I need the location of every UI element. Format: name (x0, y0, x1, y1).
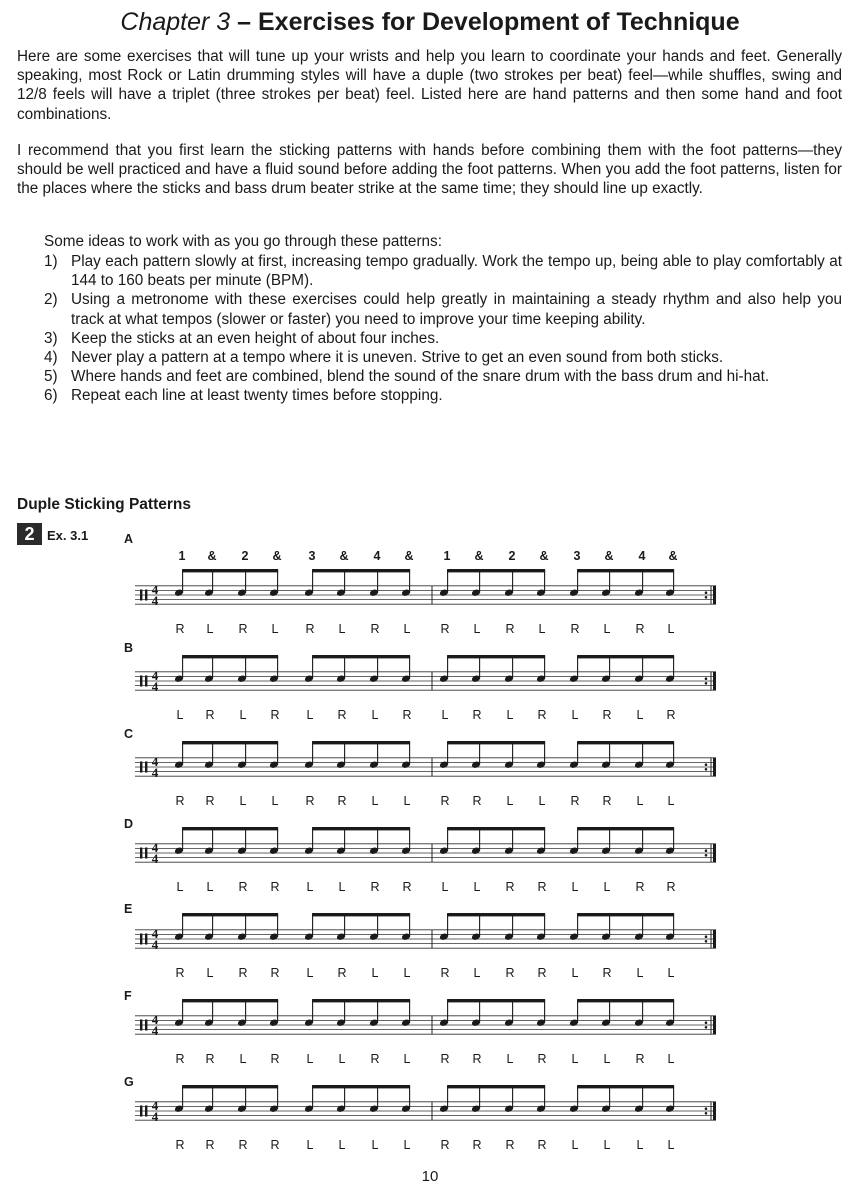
sticking-label: L (571, 880, 579, 894)
note-beam (182, 827, 278, 830)
percussion-clef (140, 1020, 142, 1031)
sticking-label: R (205, 1052, 215, 1066)
sticking-label: R (440, 966, 450, 980)
sticking-label: L (603, 1138, 611, 1152)
sticking-label: R (440, 1052, 450, 1066)
sticking-label: L (506, 1052, 514, 1066)
repeat-dot (705, 763, 708, 766)
sticking-label: L (506, 794, 514, 808)
sticking-label: R (337, 794, 347, 808)
sticking-label: L (473, 880, 481, 894)
sticking-label: R (402, 880, 412, 894)
repeat-dot (705, 1021, 708, 1024)
sticking-label: L (441, 880, 449, 894)
sticking-label: R (175, 1052, 185, 1066)
note-beam (447, 999, 545, 1002)
note-beam (312, 741, 410, 744)
sticking-label: R (440, 622, 450, 636)
sticking-label: R (402, 708, 412, 722)
sticking-label: L (603, 1052, 611, 1066)
sticking-label: R (505, 1138, 515, 1152)
sticking-label: L (403, 1052, 411, 1066)
pattern-label: B (124, 641, 134, 655)
sticking-label: R (337, 708, 347, 722)
list-item-number: 1) (44, 253, 58, 270)
sticking-label: R (602, 708, 612, 722)
count-label: & (404, 549, 414, 563)
page-number: 10 (421, 1168, 439, 1185)
sticking-label: L (306, 1052, 314, 1066)
note-beam (182, 569, 278, 572)
repeat-dot (705, 596, 708, 599)
sticking-label: L (271, 794, 279, 808)
sticking-label: L (403, 1138, 411, 1152)
repeat-barline-thick (713, 672, 716, 690)
list-item-number: 5) (44, 368, 58, 386)
note-beam (182, 741, 278, 744)
time-signature-top: 4 (151, 668, 159, 683)
count-label: 3 (573, 549, 581, 563)
sticking-label: R (537, 708, 547, 722)
repeat-barline-thick (713, 1016, 716, 1034)
sticking-label: R (370, 622, 380, 636)
sticking-label: L (206, 622, 214, 636)
sticking-label: R (505, 622, 515, 636)
chapter-heading: Exercises for Development of Technique (257, 8, 740, 36)
sticking-label: L (371, 966, 379, 980)
percussion-clef (140, 762, 142, 773)
sticking-label: L (538, 794, 546, 808)
sticking-label: L (473, 966, 481, 980)
sticking-label: R (238, 966, 248, 980)
sticking-label: L (636, 1138, 644, 1152)
time-signature-top: 4 (151, 840, 159, 855)
count-label: & (539, 549, 549, 563)
sticking-label: R (370, 1052, 380, 1066)
percussion-clef (145, 676, 147, 687)
note-beam (182, 999, 278, 1002)
sticking-label: R (238, 1138, 248, 1152)
percussion-clef (145, 934, 147, 945)
intro-paragraph-1: Here are some exercises that will tune up your wrists and help you learn to coordinate your hands and feet. Generally speaking, most Rock or Latin drumming styles will have a duple (two strokes per beat) feel—while shuffles, swing and 12/8 feels will have a triplet (three strokes per beat) feel. Listed here are hand patterns and then some hand and foot combinations. (17, 48, 842, 123)
note-beam (312, 655, 410, 658)
count-label: 3 (308, 549, 316, 563)
percussion-clef (145, 1020, 147, 1031)
list-item-number: 2) (44, 291, 58, 309)
sticking-label: R (537, 966, 547, 980)
time-signature-top: 4 (151, 582, 159, 597)
percussion-clef (145, 848, 147, 859)
sticking-label: R (175, 1138, 185, 1152)
count-label: & (272, 549, 282, 563)
repeat-dot (705, 940, 708, 943)
repeat-dot (705, 682, 708, 685)
sticking-label: L (571, 1052, 579, 1066)
list-item-number: 3) (44, 329, 58, 347)
time-signature-top: 4 (151, 1098, 159, 1113)
note-beam (447, 827, 545, 830)
note-beam (577, 741, 674, 744)
sticking-label: R (175, 794, 185, 808)
count-label: & (604, 549, 614, 563)
pattern-label: D (124, 817, 134, 831)
list-item-text: Repeat each line at least twenty times before stopping. (71, 387, 443, 405)
pattern-label: A (124, 532, 134, 546)
track-number-badge: 2 (17, 523, 42, 545)
time-signature-bottom: 4 (151, 1109, 159, 1124)
time-signature-bottom: 4 (151, 851, 159, 866)
chapter-dash: – (230, 8, 258, 36)
sticking-label: L (306, 708, 314, 722)
sticking-label: R (472, 708, 482, 722)
sticking-label: R (270, 880, 280, 894)
sticking-label: L (338, 1052, 346, 1066)
sticking-label: R (602, 794, 612, 808)
list-item-text: Never play a pattern at a tempo where it is uneven. Strive to get an even sound from both sticks. (71, 349, 724, 367)
sticking-label: L (371, 708, 379, 722)
intro-paragraph-2: I recommend that you first learn the sticking patterns with hands before combining them with the foot patterns—they should be well practiced and have a fluid sound before adding the foot patterns. When you add the foot patterns, listen for the places where the sticks and bass drum beater strike at the same time; they should line up exactly. (17, 142, 842, 198)
sticking-label: L (239, 1052, 247, 1066)
note-beam (577, 1085, 674, 1088)
pattern-label: F (124, 989, 132, 1003)
sticking-label: R (305, 622, 315, 636)
sticking-label: L (441, 708, 449, 722)
repeat-dot (705, 935, 708, 938)
percussion-clef (140, 848, 142, 859)
sticking-label: R (635, 880, 645, 894)
note-beam (312, 999, 410, 1002)
sticking-label: L (571, 1138, 579, 1152)
sticking-label: R (635, 622, 645, 636)
note-beam (312, 827, 410, 830)
percussion-clef (140, 934, 142, 945)
time-signature-top: 4 (151, 754, 159, 769)
sticking-label: R (175, 622, 185, 636)
list-item-text: Using a metronome with these exercises could help greatly in maintaining a steady rhythm and also help you track at what tempos (slower or faster) you need to improve your time keeping ability. (71, 291, 842, 328)
sticking-label: R (270, 708, 280, 722)
repeat-barline-thick (713, 1102, 716, 1120)
pattern-label: E (124, 902, 133, 916)
sticking-label: L (571, 708, 579, 722)
sticking-label: L (667, 622, 675, 636)
repeat-dot (705, 677, 708, 680)
note-beam (577, 569, 674, 572)
list-item-text: Where hands and feet are combined, blend the sound of the snare drum with the bass drum and hi-hat. (71, 368, 770, 386)
sticking-label: L (571, 966, 579, 980)
note-beam (182, 655, 278, 658)
time-signature-bottom: 4 (151, 765, 159, 780)
ideas-intro: Some ideas to work with as you go through these patterns: (44, 233, 442, 250)
sticking-label: R (175, 966, 185, 980)
list-item-number: 4) (44, 349, 58, 367)
sticking-label: R (635, 1052, 645, 1066)
repeat-barline-thick (713, 844, 716, 862)
repeat-barline-thick (713, 930, 716, 948)
sticking-label: R (537, 1052, 547, 1066)
sticking-label: R (305, 794, 315, 808)
sticking-label: L (667, 1052, 675, 1066)
note-beam (577, 655, 674, 658)
count-label: 1 (443, 549, 451, 563)
sticking-label: L (403, 794, 411, 808)
count-label: & (668, 549, 678, 563)
note-beam (447, 655, 545, 658)
sticking-label: R (570, 794, 580, 808)
sticking-label: L (206, 966, 214, 980)
percussion-clef (140, 676, 142, 687)
sticking-label: R (205, 1138, 215, 1152)
count-label: & (339, 549, 349, 563)
note-beam (182, 1085, 278, 1088)
chapter-number: Chapter 3 (120, 8, 231, 36)
note-beam (312, 1085, 410, 1088)
sticking-label: R (666, 880, 676, 894)
percussion-clef (145, 590, 147, 601)
sticking-label: R (602, 966, 612, 980)
sticking-label: L (271, 622, 279, 636)
time-signature-bottom: 4 (151, 593, 159, 608)
sticking-label: R (472, 1052, 482, 1066)
count-label: 1 (178, 549, 186, 563)
sticking-label: L (176, 880, 184, 894)
pattern-label: G (124, 1075, 134, 1089)
repeat-dot (705, 849, 708, 852)
example-label: Ex. 3.1 (47, 528, 89, 543)
sticking-label: R (666, 708, 676, 722)
sticking-label: R (537, 1138, 547, 1152)
percussion-clef (140, 1106, 142, 1117)
count-label: & (207, 549, 217, 563)
note-beam (312, 569, 410, 572)
sticking-label: R (337, 966, 347, 980)
repeat-barline-thick (713, 758, 716, 776)
sticking-label: R (370, 880, 380, 894)
sticking-label: R (472, 1138, 482, 1152)
sticking-label: L (473, 622, 481, 636)
sticking-label: R (440, 794, 450, 808)
sticking-label: L (239, 708, 247, 722)
sticking-label: L (603, 622, 611, 636)
sticking-label: R (505, 966, 515, 980)
sticking-label: L (239, 794, 247, 808)
sticking-label: R (440, 1138, 450, 1152)
repeat-dot (705, 854, 708, 857)
section-heading: Duple Sticking Patterns (17, 496, 191, 513)
percussion-clef (145, 1106, 147, 1117)
sticking-label: R (205, 794, 215, 808)
repeat-dot (705, 591, 708, 594)
sticking-label: L (338, 880, 346, 894)
count-label: 2 (508, 549, 516, 563)
sticking-label: R (505, 880, 515, 894)
sticking-label: L (667, 966, 675, 980)
sticking-label: L (306, 880, 314, 894)
time-signature-bottom: 4 (151, 937, 159, 952)
note-beam (447, 569, 545, 572)
count-label: 4 (373, 549, 381, 563)
sticking-label: R (238, 622, 248, 636)
sticking-label: L (506, 708, 514, 722)
sticking-label: R (270, 966, 280, 980)
sticking-label: L (371, 1138, 379, 1152)
repeat-dot (705, 1112, 708, 1115)
sticking-label: L (636, 966, 644, 980)
percussion-clef (145, 762, 147, 773)
sticking-label: L (603, 880, 611, 894)
time-signature-bottom: 4 (151, 1023, 159, 1038)
sticking-label: R (570, 622, 580, 636)
repeat-dot (705, 1107, 708, 1110)
time-signature-bottom: 4 (151, 679, 159, 694)
note-beam (577, 827, 674, 830)
note-beam (447, 741, 545, 744)
sticking-label: R (270, 1052, 280, 1066)
count-label: & (474, 549, 484, 563)
time-signature-top: 4 (151, 1012, 159, 1027)
pattern-label: C (124, 727, 134, 741)
sticking-label: L (667, 794, 675, 808)
list-item-number: 6) (44, 387, 58, 405)
note-beam (577, 913, 674, 916)
sticking-label: R (238, 880, 248, 894)
note-beam (447, 1085, 545, 1088)
sticking-label: R (537, 880, 547, 894)
sticking-label: L (338, 622, 346, 636)
list-item-text: Play each pattern slowly at first, increasing tempo gradually. Work the tempo up, being able to play comfortably at 144 to 160 beats per minute (BPM). (71, 253, 842, 290)
repeat-dot (705, 1026, 708, 1029)
note-beam (312, 913, 410, 916)
sticking-label: R (205, 708, 215, 722)
repeat-dot (705, 768, 708, 771)
count-label: 4 (638, 549, 646, 563)
note-beam (577, 999, 674, 1002)
sticking-label: L (636, 794, 644, 808)
sticking-label: L (403, 622, 411, 636)
sticking-label: L (176, 708, 184, 722)
sticking-label: L (306, 966, 314, 980)
sticking-label: L (371, 794, 379, 808)
percussion-clef (140, 590, 142, 601)
sticking-label: L (403, 966, 411, 980)
sticking-label: R (472, 794, 482, 808)
repeat-barline-thick (713, 586, 716, 604)
sticking-label: L (206, 880, 214, 894)
note-beam (447, 913, 545, 916)
sticking-label: L (338, 1138, 346, 1152)
sticking-label: L (636, 708, 644, 722)
sticking-label: L (667, 1138, 675, 1152)
sticking-label: R (270, 1138, 280, 1152)
list-item-text: Keep the sticks at an even height of about four inches. (71, 329, 440, 347)
sticking-label: L (538, 622, 546, 636)
time-signature-top: 4 (151, 926, 159, 941)
count-label: 2 (241, 549, 249, 563)
note-beam (182, 913, 278, 916)
sticking-label: L (306, 1138, 314, 1152)
